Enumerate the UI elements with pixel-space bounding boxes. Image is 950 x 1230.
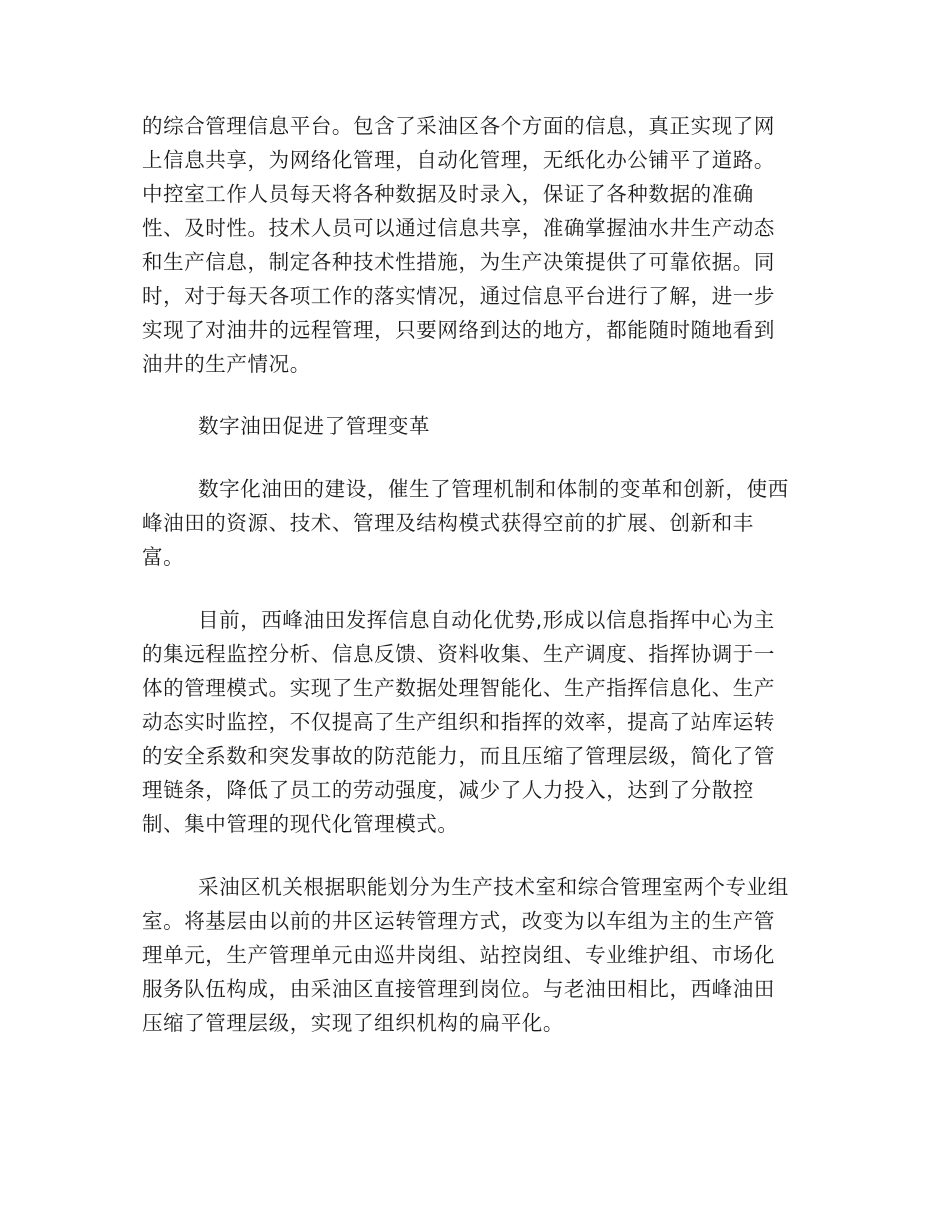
paragraph-2-line-3: 富。: [142, 545, 185, 569]
paragraph-1-line-1: 的综合管理信息平台。包含了采油区各个方面的信息，真正实现了网: [142, 114, 775, 138]
paragraph-1-line-5: 和生产信息，制定各种技术性措施，为生产决策提供了可靠依据。同: [142, 250, 775, 274]
paragraph-3-line-6: 理链条，降低了员工的劳动强度，减少了人力投入，达到了分散控: [142, 778, 754, 802]
paragraph-1-line-7: 实现了对油井的远程管理，只要网络到达的地方，都能随时随地看到: [142, 318, 775, 342]
paragraph-3-line-7: 制、集中管理的现代化管理模式。: [142, 812, 459, 836]
paragraph-4-line-3: 理单元，生产管理单元由巡井岗组、站控岗组、专业维护组、市场化: [142, 943, 775, 967]
paragraph-1-line-3: 中控室工作人员每天将各种数据及时录入，保证了各种数据的准确: [142, 182, 754, 206]
paragraph-3-line-2: 的集远程监控分析、信息反馈、资料收集、生产调度、指挥协调于一: [142, 642, 775, 666]
paragraph-3-line-5: 的安全系数和突发事故的防范能力，而且压缩了管理层级，简化了管: [142, 744, 775, 768]
paragraph-4-line-4: 服务队伍构成，由采油区直接管理到岗位。与老油田相比，西峰油田: [142, 977, 775, 1001]
paragraph-3-line-4: 动态实时监控，不仅提高了生产组织和指挥的效率，提高了站库运转: [142, 710, 775, 734]
paragraph-4-line-2: 室。将基层由以前的井区运转管理方式，改变为以车组为主的生产管: [142, 909, 775, 933]
paragraph-1-line-8: 油井的生产情况。: [142, 352, 311, 376]
paragraph-3-line-3: 体的管理模式。实现了生产数据处理智能化、生产指挥信息化、生产: [142, 676, 775, 700]
paragraph-2-line-1: 数字化油田的建设，催生了管理机制和体制的变革和创新，使西: [198, 477, 789, 501]
paragraph-4-line-1: 采油区机关根据职能划分为生产技术室和综合管理室两个专业组: [198, 875, 789, 899]
section-heading: 数字油田促进了管理变革: [198, 414, 431, 438]
paragraph-1-line-6: 时，对于每天各项工作的落实情况，通过信息平台进行了解，进一步: [142, 284, 775, 308]
paragraph-4-line-5: 压缩了管理层级，实现了组织机构的扁平化。: [142, 1011, 564, 1035]
paragraph-2-line-2: 峰油田的资源、技术、管理及结构模式获得空前的扩展、创新和丰: [142, 511, 754, 535]
paragraph-3-line-1: 目前，西峰油田发挥信息自动化优势,形成以信息指挥中心为主: [198, 608, 775, 632]
paragraph-1-line-2: 上信息共享，为网络化管理，自动化管理，无纸化办公铺平了道路。: [142, 148, 775, 172]
paragraph-1-line-4: 性、及时性。技术人员可以通过信息共享，准确掌握油水井生产动态: [142, 216, 775, 240]
